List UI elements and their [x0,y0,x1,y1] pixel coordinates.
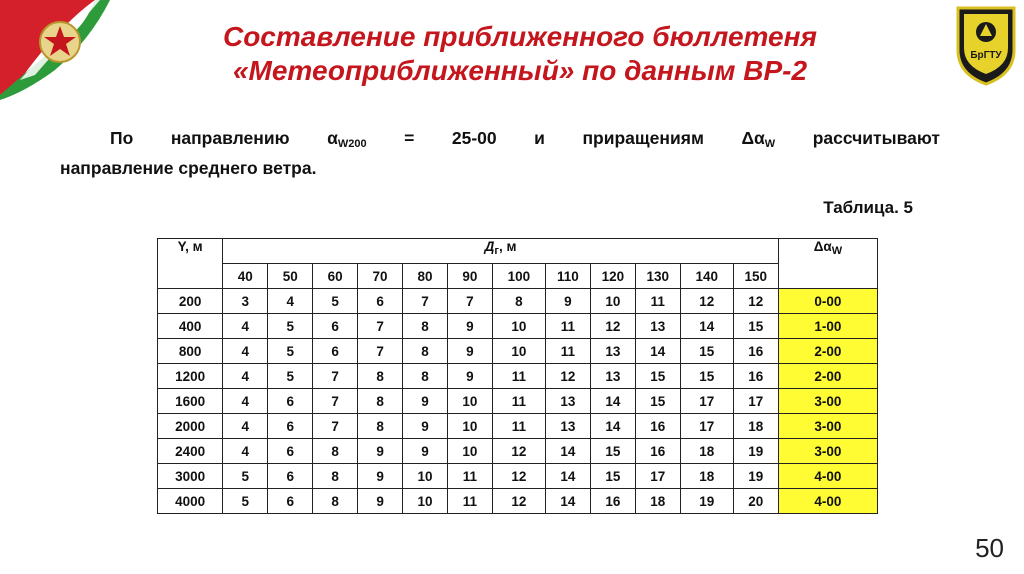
table-cell: 5 [268,314,313,339]
d-columns-row [158,264,878,289]
table-cell: 6 [313,314,358,339]
table-cell: 17 [680,414,733,439]
table-cell: 12 [680,289,733,314]
word-and: и [534,128,545,148]
row-y-value: 4000 [158,489,223,514]
table-row [158,414,878,439]
table-cell: 16 [733,339,778,364]
alpha-w200: $\alpha_{W200}$ [327,128,367,150]
table-cell: 9 [403,389,448,414]
table-cell: 10 [403,464,448,489]
d-col-header: 90 [447,264,492,289]
row-y-value: 2400 [158,439,223,464]
table-cell: 9 [358,489,403,514]
table-cell: 11 [492,414,545,439]
direction-value: 25-00 [451,128,497,148]
title-line-1: Составление приближенного бюллетеня [222,21,818,52]
table-cell: 17 [680,389,733,414]
delta-alpha-w: $\Delta\alpha_W$ [741,128,776,150]
table-cell: 9 [358,464,403,489]
table-cell: 10 [403,489,448,514]
title-line-2: «Метеоприближенный» по данным ВР-2 [232,55,808,86]
table-cell: 14 [635,339,680,364]
table-cell: 13 [545,389,590,414]
badge-label: БрГТУ [970,50,1002,61]
table-cell: 11 [447,464,492,489]
row-y-value: 400 [158,314,223,339]
table-cell: 16 [635,439,680,464]
row-delta-alpha: 2-00 [778,339,877,364]
table-cell: 18 [680,439,733,464]
table-cell: 5 [223,464,268,489]
row-delta-alpha: 4-00 [778,489,877,514]
table-cell: 5 [223,489,268,514]
wind-table [157,238,878,514]
table-cell: 9 [447,364,492,389]
table-row [158,389,878,414]
d-col-header: 140 [680,264,733,289]
table-cell: 10 [447,389,492,414]
table-cell: 9 [403,414,448,439]
row-y-value: 200 [158,289,223,314]
table-cell: 6 [358,289,403,314]
table-cell: 10 [447,414,492,439]
table-row [158,489,878,514]
table-cell: 12 [492,464,545,489]
d-col-header: 100 [492,264,545,289]
word-direction: направлению [170,128,290,148]
table-cell: 4 [223,339,268,364]
table-cell: 8 [313,489,358,514]
table-cell: 8 [492,289,545,314]
table-cell: 6 [268,489,313,514]
table-cell: 4 [268,289,313,314]
table-cell: 13 [545,414,590,439]
table-cell: 8 [313,464,358,489]
row-y-value: 1200 [158,364,223,389]
table-row [158,289,878,314]
table-cell: 12 [590,314,635,339]
university-badge-icon [954,2,1018,86]
table-cell: 10 [590,289,635,314]
table-cell: 17 [635,464,680,489]
row-delta-alpha: 3-00 [778,439,877,464]
d-col-header: 60 [313,264,358,289]
table-cell: 5 [268,339,313,364]
table-cell: 6 [268,464,313,489]
table-cell: 7 [313,389,358,414]
table-cell: 15 [680,339,733,364]
table-cell: 15 [635,389,680,414]
row-y-value: 800 [158,339,223,364]
slide-title [140,20,900,88]
page-number: 50 [975,533,1004,563]
word-calculate: рассчитывают [812,128,940,148]
table-row [158,439,878,464]
table-cell: 19 [733,439,778,464]
table-cell: 11 [492,364,545,389]
table-cell: 8 [403,339,448,364]
table-cell: 8 [313,439,358,464]
d-col-header: 40 [223,264,268,289]
table-cell: 3 [223,289,268,314]
table-cell: 15 [590,439,635,464]
table-cell: 5 [268,364,313,389]
table-cell: 20 [733,489,778,514]
row-y-value: 2000 [158,414,223,439]
table-cell: 11 [492,389,545,414]
paragraph-line-1 [60,126,940,156]
table-cell: 15 [733,314,778,339]
table-cell: 8 [358,389,403,414]
table-cell: 13 [590,364,635,389]
table-cell: 9 [358,439,403,464]
table-cell: 11 [545,339,590,364]
table-cell: 11 [447,489,492,514]
d-col-header: 80 [403,264,448,289]
table-cell: 10 [492,339,545,364]
table-cell: 10 [447,439,492,464]
table-cell: 6 [268,389,313,414]
table-cell: 4 [223,439,268,464]
table-cell: 13 [635,314,680,339]
table-caption: Таблица. 5 [823,198,913,217]
table-cell: 7 [313,414,358,439]
table-cell: 13 [590,339,635,364]
d-col-header: 130 [635,264,680,289]
table-cell: 4 [223,414,268,439]
row-y-value: 1600 [158,389,223,414]
table-cell: 4 [223,314,268,339]
header-y: Y, м [158,239,223,289]
table-body [158,289,878,514]
table-cell: 16 [590,489,635,514]
header-delta-alpha: $\Delta\alpha_W$ [778,239,877,289]
row-y-value: 3000 [158,464,223,489]
table-cell: 6 [268,414,313,439]
table-row [158,364,878,389]
word-po: По [110,128,134,148]
table-cell: 14 [590,414,635,439]
row-delta-alpha: 0-00 [778,289,877,314]
table-cell: 14 [545,464,590,489]
paragraph-line-2: направление среднего ветра. [60,158,317,178]
row-delta-alpha: 3-00 [778,389,877,414]
row-delta-alpha: 2-00 [778,364,877,389]
table-cell: 16 [635,414,680,439]
table-row [158,464,878,489]
table-row [158,339,878,364]
d-col-header: 150 [733,264,778,289]
table-cell: 9 [447,339,492,364]
d-col-header: 110 [545,264,590,289]
equals-sign: = [404,128,415,148]
table-cell: 14 [680,314,733,339]
table-cell: 8 [403,314,448,339]
table-cell: 9 [403,439,448,464]
flag-emblem-icon [0,0,110,100]
table-cell: 15 [680,364,733,389]
table-cell: 8 [358,414,403,439]
row-delta-alpha: 4-00 [778,464,877,489]
table-cell: 12 [492,489,545,514]
table-cell: 11 [545,314,590,339]
d-col-header: 120 [590,264,635,289]
table-cell: 19 [680,489,733,514]
table-cell: 16 [733,364,778,389]
table-cell: 18 [680,464,733,489]
table-cell: 14 [545,439,590,464]
table-cell: 7 [403,289,448,314]
word-increments: приращениям [582,128,704,148]
table-cell: 12 [492,439,545,464]
table-cell: 19 [733,464,778,489]
table-cell: 11 [635,289,680,314]
table-cell: 4 [223,389,268,414]
header-d: $Д_г$, м [223,239,778,264]
table-cell: 7 [447,289,492,314]
d-col-header: 70 [358,264,403,289]
table-cell: 18 [733,414,778,439]
table-cell: 7 [313,364,358,389]
table-cell: 6 [268,439,313,464]
table-cell: 6 [313,339,358,364]
table-cell: 15 [590,464,635,489]
table-cell: 7 [358,339,403,364]
table-cell: 14 [590,389,635,414]
table-cell: 8 [358,364,403,389]
table-cell: 18 [635,489,680,514]
table-cell: 9 [545,289,590,314]
row-delta-alpha: 3-00 [778,414,877,439]
row-delta-alpha: 1-00 [778,314,877,339]
table-row [158,314,878,339]
table-cell: 7 [358,314,403,339]
table-cell: 12 [545,364,590,389]
table-cell: 10 [492,314,545,339]
table-cell: 15 [635,364,680,389]
table-cell: 9 [447,314,492,339]
table-cell: 12 [733,289,778,314]
table-cell: 4 [223,364,268,389]
instruction-paragraph [60,126,940,180]
table-cell: 5 [313,289,358,314]
table-cell: 14 [545,489,590,514]
d-col-header: 50 [268,264,313,289]
table-cell: 17 [733,389,778,414]
table-cell: 8 [403,364,448,389]
